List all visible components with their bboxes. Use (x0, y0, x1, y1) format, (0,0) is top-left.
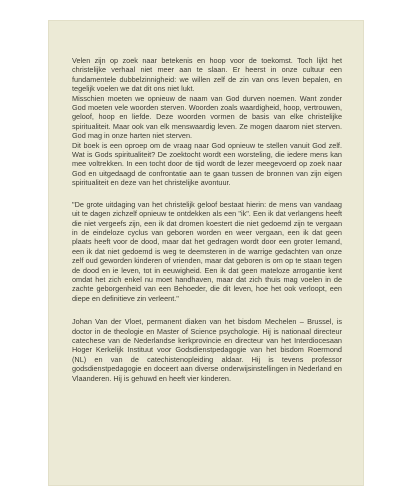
back-cover-text (72, 56, 342, 383)
intro-paragraph-2: Misschien moeten we opnieuw de naam van God durven noemen. Want zonder God moeten vele woorden sterven. Woorden zoals waardigheid, hoop, vertrouwen, geloof, hoop en liefde. Deze woorden vormen de basis van elke christelijke spiritualiteit. Maar ook van elk menswaardig leven. Ze mogen daarom niet sterven. God mag in onze harten niet sterven. (72, 93, 342, 141)
intro-paragraph-1: Velen zijn op zoek naar betekenis en hoop voor de toekomst. Toch lijkt het christelijke verhaal niet meer aan te slaan. Er heerst in onze cultuur een fundamentele dubbelzinnigheid: we willen zelf de zin van ons leven bepalen, en tegelijk voelen we dat dit ons niet lukt. (72, 56, 342, 94)
back-cover (48, 20, 364, 486)
intro-paragraph-3: Dit boek is een oproep om de vraag naar God opnieuw te stellen vanuit God zelf. Wat is Gods spiritualiteit? De zoektocht wordt een worsteling, die iedere mens kan mee voltrekken. In een tocht door de tijd wordt de lezer meegevoerd op zoek naar God en uitgedaagd de confrontatie aan te gaan tussen de bronnen van zijn eigen spiritualiteit en deze van het christelijke avontuur. (72, 140, 342, 188)
quote-paragraph: "De grote uitdaging van het christelijk geloof bestaat hierin: de mens van vandaag uit te dagen zichzelf opnieuw te ontdekken als een "ik". Een ik dat verlangens heeft die niet vergeefs zijn, een ik dat dromen koestert die niet gedoemd zijn te vergaan in de eindeloze cyclus van geboren worden en weer vergaan, een ik dat geen plaats heeft voor de dood, maar dat het gedragen wordt door een groter Iemand, een ik dat niet gedoemd is weg te deemsteren in de warrige gedachten van onze zelf oud geworden kinderen of vrienden, maar dat geboren is om op te staan tegen de dood en ie leven, tot in eeuwigheid. Een ik dat geen mateloze arrogantie kent omdat het zich enkel nu moet handhaven, maar dat zich thuis mag voelen in de zachte geborgenheid van een Behoeder, die dit leven, hoe het ook verloopt, een diepe en definitieve zin verleent." (72, 199, 342, 303)
author-bio-paragraph: Johan Van der Vloet, permanent diaken van het bisdom Mechelen – Brussel, is doctor in de theologie en Master of Science psychologie. Hij is nationaal directeur catechese van de Nederlandse kerkprovincie en directeur van het Interdiocesaan Hoger Kerkelijk Instituut voor Godsdienstpedagogie van het bisdom Roermond (NL) en van de catechistenopleiding aldaar. Hij is tevens professor godsdienstpedagogie en doceert aan diverse onderwijsinstellingen in Nederland en Vlaanderen. Hij is gehuwd en heeft vier kinderen. (72, 317, 342, 383)
